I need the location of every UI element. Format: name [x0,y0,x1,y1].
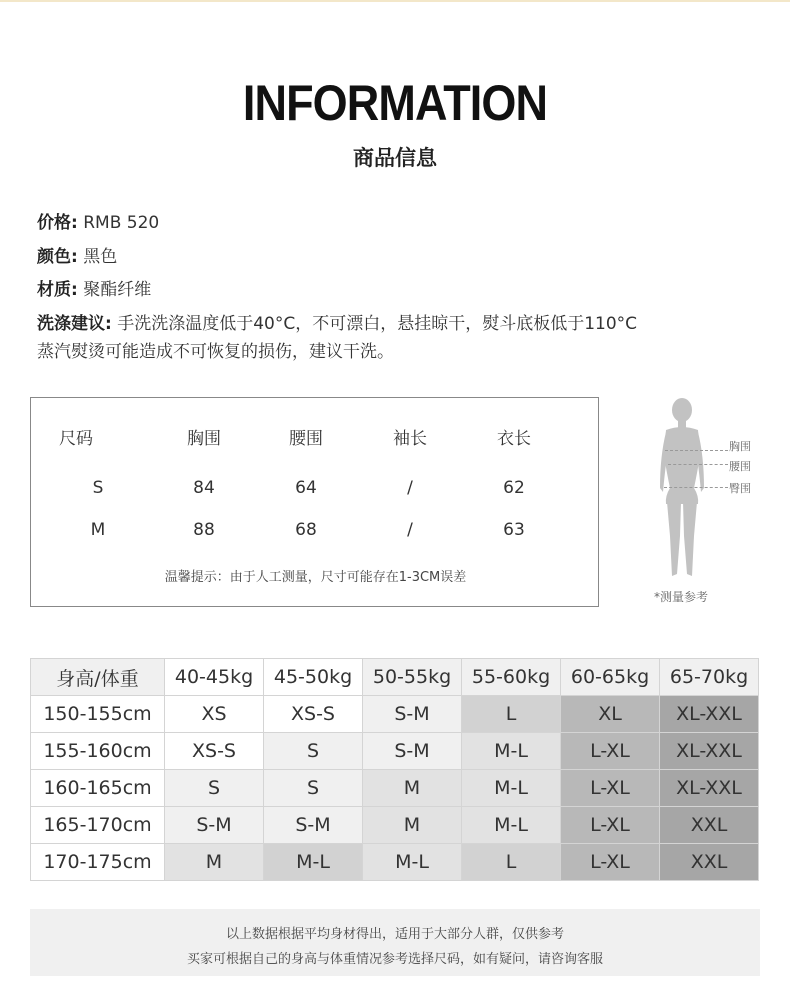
table-cell: S-M [264,807,363,844]
size-cell: 64 [295,478,317,498]
table-cell: S-M [363,696,462,733]
table-header-cell: 40-45kg [165,659,264,696]
table-header-cell: 50-55kg [363,659,462,696]
table-cell: S [165,770,264,807]
size-cell: 84 [193,478,215,498]
table-row [31,696,759,733]
table-cell: S [264,733,363,770]
size-cell: S [92,478,104,498]
table-cell: XL-XXL [660,733,759,770]
size-recommendation-table [30,658,759,881]
table-cell: XS [165,696,264,733]
size-note: 温馨提示：由于人工测量，尺寸可能存在1-3CM误差 [164,570,467,585]
table-cell: XS-S [264,696,363,733]
body-silhouette-icon [650,396,720,586]
size-cell: 63 [503,520,525,540]
wash-row [37,309,637,334]
color-label: 颜色: [37,247,78,267]
table-cell: M-L [462,770,561,807]
table-cell: S-M [165,807,264,844]
table-header-cell: 60-65kg [561,659,660,696]
color-value: 黑色 [77,247,118,267]
table-cell: 150-155cm [31,696,165,733]
table-cell: L-XL [561,733,660,770]
color-row [37,242,117,267]
material-value: 聚酯纤维 [77,280,152,300]
table-header-cell: 65-70kg [660,659,759,696]
table-cell: XL-XXL [660,696,759,733]
wash-row-2: 蒸汽熨烫可能造成不可恢复的损伤，建议干洗。 [37,342,394,362]
waist-label: 腰围 [729,460,751,473]
size-cell: 88 [193,520,215,540]
table-cell: S [264,770,363,807]
bust-label: 胸围 [729,440,751,453]
size-header-waist: 腰围 [289,429,323,449]
figure-caption: *测量参考 [654,590,709,604]
measurement-figure [650,396,780,606]
footer-note [30,909,760,976]
table-row [31,733,759,770]
table-header-cell: 身高/体重 [31,659,165,696]
size-header-bust: 胸围 [187,429,221,449]
price-label: 价格: [37,213,78,233]
table-cell: L [462,696,561,733]
size-header-sleeve: 袖长 [393,429,427,449]
hip-label: 臀围 [729,482,751,495]
page-subtitle: 商品信息 [353,146,437,170]
bust-line [665,450,728,451]
material-label: 材质: [37,280,78,300]
table-cell: XS-S [165,733,264,770]
size-cell: 62 [503,478,525,498]
table-cell: 170-175cm [31,844,165,881]
table-cell: M-L [264,844,363,881]
table-cell: XL [561,696,660,733]
size-header-size: 尺码 [59,429,93,449]
table-cell: L-XL [561,807,660,844]
size-chart [30,397,599,607]
table-cell: L [462,844,561,881]
wash-label: 洗涤建议: [37,314,112,334]
hip-line [664,487,728,488]
page-title: INFORMATION [242,75,548,131]
table-row [31,807,759,844]
table-cell: M-L [462,807,561,844]
waist-line [668,464,728,465]
price-value: RMB 520 [77,213,160,233]
table-cell: 165-170cm [31,807,165,844]
table-cell: L-XL [561,770,660,807]
table-row [31,770,759,807]
footer-line-1: 以上数据根据平均身材得出，适用于大部分人群，仅供参考 [225,927,564,942]
table-cell: M [165,844,264,881]
table-cell: M [363,770,462,807]
size-cell: M [90,520,106,540]
footer-line-2: 买家可根据自己的身高与体重情况参考选择尺码，如有疑问，请咨询客服 [186,952,603,967]
size-cell: / [407,520,413,540]
table-cell: XXL [660,844,759,881]
table-cell: 155-160cm [31,733,165,770]
table-cell: XXL [660,807,759,844]
table-cell: L-XL [561,844,660,881]
top-divider [0,0,790,2]
wash-value: 手洗洗涤温度低于40°C，不可漂白，悬挂晾干，熨斗底板低于110°C [111,314,638,334]
price-row [37,208,159,233]
table-header-cell: 45-50kg [264,659,363,696]
table-cell: 160-165cm [31,770,165,807]
size-cell: / [407,478,413,498]
size-header-length: 衣长 [497,429,531,449]
table-cell: S-M [363,733,462,770]
table-header-cell: 55-60kg [462,659,561,696]
table-cell: M-L [462,733,561,770]
material-row [37,275,151,300]
table-cell: XL-XXL [660,770,759,807]
table-row [31,844,759,881]
size-cell: 68 [295,520,317,540]
table-header-row [31,659,759,696]
table-cell: M [363,807,462,844]
table-cell: M-L [363,844,462,881]
